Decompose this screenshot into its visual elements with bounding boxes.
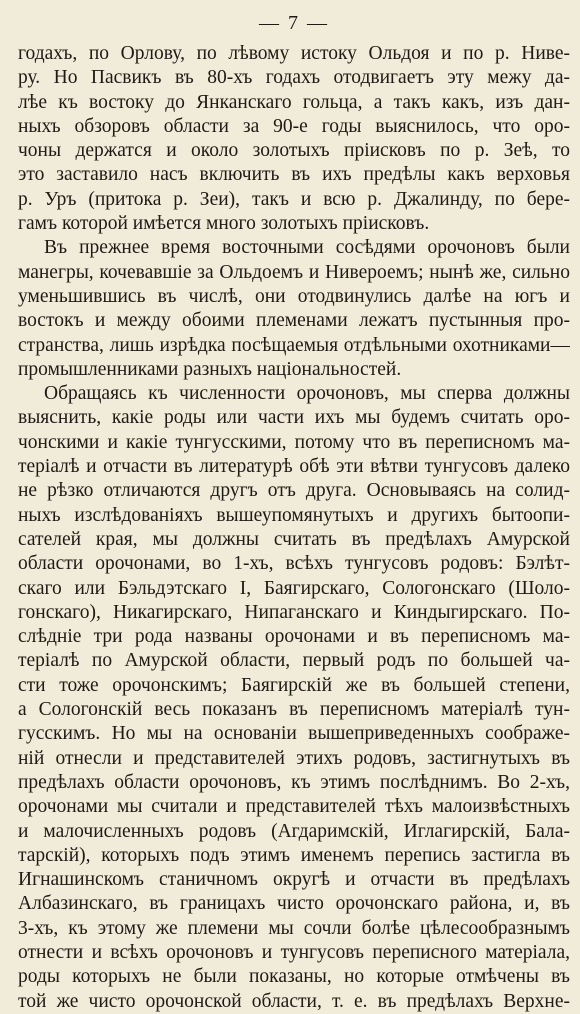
text-line: лѣе къ востоку до Янканскаго гольца, а такъ какъ, изъ дан- <box>18 91 570 113</box>
text-line: гонскаго), Никагирскаго, Нипаганскаго и Киндыгирскаго. По- <box>18 601 570 623</box>
text-line: роды которыхъ не были показаны, но которые отмѣчены въ <box>18 966 570 988</box>
body-text <box>18 42 570 1014</box>
text-line: чоны держатся и около золотыхъ пріисковъ по р. Зеѣ, то <box>18 140 570 162</box>
text-line: тарскій), которыхъ подъ этимъ именемъ перепись застигла въ <box>18 844 570 866</box>
text-line: орочонами мы считали и представителей тѣхъ малоизвѣстныхъ <box>18 796 570 818</box>
text-line: и малочисленныхъ родовъ (Агдаримскій, Иглагирскій, Бала- <box>18 820 570 842</box>
text-line: 3-хъ, къ этому же племени мы сочли болѣе цѣлесообразнымъ <box>18 917 570 939</box>
text-line: гамъ которой имѣется много золотыхъ пріисковъ. <box>18 213 430 235</box>
text-line: манегры, кочевавшіе за Ольдоемъ и Нивероемъ; нынѣ же, сильно <box>18 261 570 283</box>
text-line: отнести и всѣхъ орочоновъ и тунгусовъ переписного матеріала, <box>18 941 570 963</box>
page-number: — 7 — <box>259 12 329 34</box>
text-line: не рѣзко отличаются другъ отъ друга. Основываясь на солид- <box>18 480 570 502</box>
text-line: предѣлахъ области орочоновъ, къ этимъ послѣднимъ. Во 2-хъ, <box>18 771 570 793</box>
text-line: это заставило насъ включить въ ихъ предѣлы какъ верховья <box>18 164 570 186</box>
text-line: Албазинскаго, въ границахъ чисто орочонскаго района, и, въ <box>18 893 570 915</box>
text-line: странства, лишь изрѣдка посѣщаемыя отдѣльными охотниками— <box>18 334 570 356</box>
text-line: теріалѣ по Амурской области, первый родъ по большей ча- <box>18 650 570 672</box>
text-line: сти тоже орочонскимъ; Баягирскій же въ большей степени, <box>18 674 570 696</box>
text-line: годахъ, по Орлову, по лѣвому истоку Ольдоя и по р. Ниве- <box>18 43 570 64</box>
text-line: ныхъ обзоровъ области за 90-е годы выяснилось, что оро- <box>18 115 570 137</box>
text-line: востокъ и между обоими племенами лежатъ пустынныя про- <box>18 310 570 332</box>
text-line: а Сологонскій весь показанъ въ переписномъ матеріалѣ тун- <box>18 699 570 721</box>
text-line: слѣдніе три рода названы орочонами и въ переписномъ ма- <box>18 626 570 648</box>
text-line: области орочонами, во 1-хъ, всѣхъ тунгусовъ родовъ: Бэлѣт- <box>18 553 570 575</box>
text-line: сателей края, мы должны считать въ предѣлахъ Амурской <box>18 528 570 550</box>
text-line: скаго или Бэльдэтскаго I, Баягирскаго, Сологонскаго (Шоло- <box>18 577 570 599</box>
text-line: чонскими и какіе тунгусскими, потому что въ переписномъ ма- <box>18 431 570 453</box>
text-line: Игнашинскомъ станичномъ округѣ и отчасти въ предѣлахъ <box>18 869 570 891</box>
text-line: теріалѣ и отчасти въ литературѣ обѣ эти вѣтви тунгусовъ далеко <box>18 456 570 478</box>
paragraph-first-line: Обращаясь къ численности орочоновъ, мы сперва должны <box>44 383 570 405</box>
text-line: ныхъ изслѣдованіяхъ вышеупомянутыхъ и другихъ бытоопи- <box>18 504 570 526</box>
text-line: ній отнесли и представителей этихъ родовъ, застигнутыхъ въ <box>18 747 570 769</box>
text-line: ру. Но Пасвикъ въ 80-хъ годахъ отодвигаетъ эту межу да- <box>18 67 570 89</box>
text-line: гусскимъ. Но мы на основаніи вышеприведенныхъ соображе- <box>18 723 570 745</box>
text-line: той же чисто орочонской области, т. е. въ предѣлахъ Верхне- <box>18 990 570 1012</box>
text-line: уменьшившись въ числѣ, они отодвинулись далѣе на югъ и <box>18 285 570 307</box>
paragraph-first-line: Въ прежнее время восточными сосѣдями орочоновъ были <box>44 237 570 259</box>
text-line: промышленниками разныхъ національностей. <box>18 358 402 380</box>
text-line: выяснить, какіе роды или части ихъ мы будемъ считать оро- <box>18 407 570 429</box>
text-line: р. Уръ (притока р. Зеи), такъ и всю р. Джалинду, по бере- <box>18 188 570 210</box>
